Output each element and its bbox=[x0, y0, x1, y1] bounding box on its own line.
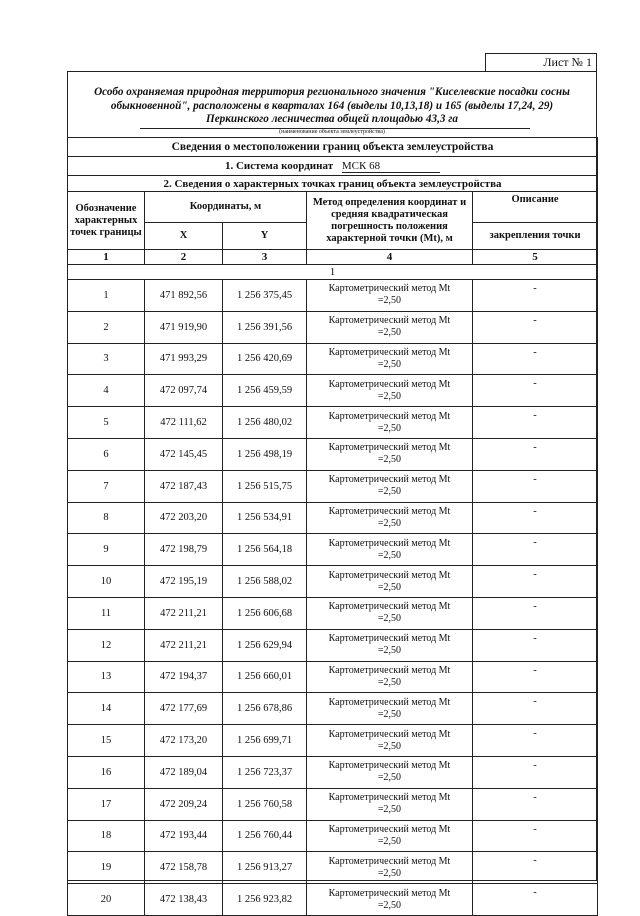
point-y: 1 256 678,86 bbox=[223, 693, 307, 725]
col-header-method: Метод определения координат и средняя квадратическая погрешность положения характерной точки (Mt), м bbox=[307, 192, 473, 250]
method-error: =2,50 bbox=[377, 645, 402, 657]
point-x: 472 195,19 bbox=[145, 566, 223, 598]
point-y: 1 256 588,02 bbox=[223, 566, 307, 598]
point-number: 15 bbox=[68, 725, 145, 757]
point-description: - bbox=[473, 852, 598, 884]
point-description: - bbox=[473, 502, 598, 534]
boundary-points-table bbox=[67, 137, 598, 916]
point-x: 472 111,62 bbox=[145, 407, 223, 439]
point-x: 472 203,20 bbox=[145, 502, 223, 534]
method-text: Картометрический метод Mt bbox=[328, 823, 451, 835]
method-text: Картометрический метод Mt bbox=[328, 855, 451, 867]
point-x: 472 194,37 bbox=[145, 661, 223, 693]
method-text: Картометрический метод Mt bbox=[328, 601, 451, 613]
method-error: =2,50 bbox=[377, 676, 402, 688]
method-error: =2,50 bbox=[377, 517, 402, 529]
point-y: 1 256 420,69 bbox=[223, 343, 307, 375]
point-number: 13 bbox=[68, 661, 145, 693]
point-description: - bbox=[473, 661, 598, 693]
title-line-1: Особо охраняемая природная территория регионального значения "Киселевские посадки сосны bbox=[94, 86, 570, 98]
method-error: =2,50 bbox=[377, 899, 402, 911]
point-number: 9 bbox=[68, 534, 145, 566]
title-hint: (наименование объекта землеустройства) bbox=[279, 129, 385, 135]
method-text: Картометрический метод Mt bbox=[328, 728, 451, 740]
method-text: Картометрический метод Mt bbox=[328, 346, 451, 358]
point-description: - bbox=[473, 280, 598, 312]
table-row bbox=[68, 470, 598, 502]
point-number: 20 bbox=[68, 884, 145, 916]
method-text: Картометрический метод Mt bbox=[328, 283, 451, 295]
coord-system-value: МСК 68 bbox=[342, 160, 440, 173]
point-number: 14 bbox=[68, 693, 145, 725]
point-number: 12 bbox=[68, 629, 145, 661]
point-y: 1 256 760,58 bbox=[223, 788, 307, 820]
table-row bbox=[68, 852, 598, 884]
point-method bbox=[307, 470, 473, 502]
point-y: 1 256 923,82 bbox=[223, 884, 307, 916]
point-method bbox=[307, 629, 473, 661]
method-error: =2,50 bbox=[377, 708, 402, 720]
point-method bbox=[307, 693, 473, 725]
table-row bbox=[68, 343, 598, 375]
point-description: - bbox=[473, 566, 598, 598]
point-x: 471 919,90 bbox=[145, 311, 223, 343]
point-rows bbox=[68, 280, 598, 916]
point-y: 1 256 629,94 bbox=[223, 629, 307, 661]
method-text: Картометрический метод Mt bbox=[328, 760, 451, 772]
point-number: 6 bbox=[68, 438, 145, 470]
point-description: - bbox=[473, 438, 598, 470]
contour-label: 1 bbox=[68, 265, 598, 280]
col-header-y: Y bbox=[223, 223, 307, 250]
table-row bbox=[68, 375, 598, 407]
point-y: 1 256 564,18 bbox=[223, 534, 307, 566]
method-text: Картометрический метод Mt bbox=[328, 505, 451, 517]
title-line-2: обыкновенной", расположены в кварталах 164 (выделы 10,13,18) и 165 (выделы 17,24, 29) bbox=[110, 99, 554, 112]
point-description: - bbox=[473, 693, 598, 725]
point-y: 1 256 391,56 bbox=[223, 311, 307, 343]
point-x: 472 177,69 bbox=[145, 693, 223, 725]
method-text: Картометрический метод Mt bbox=[328, 442, 451, 454]
point-method bbox=[307, 852, 473, 884]
table-row bbox=[68, 597, 598, 629]
point-method bbox=[307, 502, 473, 534]
table-row bbox=[68, 280, 598, 312]
table-row bbox=[68, 407, 598, 439]
point-number: 16 bbox=[68, 756, 145, 788]
point-y: 1 256 913,27 bbox=[223, 852, 307, 884]
method-error: =2,50 bbox=[377, 390, 402, 402]
col-number-3: 3 bbox=[223, 250, 307, 265]
point-method bbox=[307, 661, 473, 693]
method-error: =2,50 bbox=[377, 835, 402, 847]
point-y: 1 256 459,59 bbox=[223, 375, 307, 407]
method-text: Картометрический метод Mt bbox=[328, 474, 451, 486]
point-y: 1 256 534,91 bbox=[223, 502, 307, 534]
col-header-coords: Координаты, м bbox=[145, 192, 307, 223]
point-method bbox=[307, 534, 473, 566]
point-description: - bbox=[473, 311, 598, 343]
point-number: 1 bbox=[68, 280, 145, 312]
method-error: =2,50 bbox=[377, 867, 402, 879]
point-x: 472 211,21 bbox=[145, 597, 223, 629]
method-error: =2,50 bbox=[377, 613, 402, 625]
point-number: 18 bbox=[68, 820, 145, 852]
coord-system-label: 1. Система координат bbox=[224, 160, 334, 172]
point-y: 1 256 699,71 bbox=[223, 725, 307, 757]
point-method bbox=[307, 566, 473, 598]
point-method bbox=[307, 375, 473, 407]
point-description: - bbox=[473, 597, 598, 629]
point-y: 1 256 760,44 bbox=[223, 820, 307, 852]
method-text: Картометрический метод Mt bbox=[328, 633, 451, 645]
table-row bbox=[68, 534, 598, 566]
method-error: =2,50 bbox=[377, 327, 402, 339]
point-number: 10 bbox=[68, 566, 145, 598]
point-method bbox=[307, 438, 473, 470]
point-x: 472 097,74 bbox=[145, 375, 223, 407]
point-x: 472 173,20 bbox=[145, 725, 223, 757]
point-description: - bbox=[473, 725, 598, 757]
table-row bbox=[68, 788, 598, 820]
point-number: 17 bbox=[68, 788, 145, 820]
col-header-desc-top: Описание bbox=[473, 192, 598, 223]
section2-heading: 2. Сведения о характерных точках границ объекта землеустройства bbox=[68, 176, 598, 192]
point-number: 4 bbox=[68, 375, 145, 407]
table-row bbox=[68, 629, 598, 661]
point-x: 472 193,44 bbox=[145, 820, 223, 852]
method-error: =2,50 bbox=[377, 549, 402, 561]
method-error: =2,50 bbox=[377, 454, 402, 466]
col-header-designation: Обозначение характерных точек границы bbox=[68, 192, 145, 250]
col-number-4: 4 bbox=[307, 250, 473, 265]
point-number: 5 bbox=[68, 407, 145, 439]
col-number-1: 1 bbox=[68, 250, 145, 265]
point-method bbox=[307, 407, 473, 439]
document-title bbox=[67, 86, 597, 127]
point-description: - bbox=[473, 470, 598, 502]
method-text: Картометрический метод Mt bbox=[328, 792, 451, 804]
point-x: 472 189,04 bbox=[145, 756, 223, 788]
point-description: - bbox=[473, 756, 598, 788]
method-text: Картометрический метод Mt bbox=[328, 315, 451, 327]
table-row bbox=[68, 693, 598, 725]
method-error: =2,50 bbox=[377, 358, 402, 370]
point-y: 1 256 723,37 bbox=[223, 756, 307, 788]
point-x: 472 209,24 bbox=[145, 788, 223, 820]
section-heading: Сведения о местоположении границ объекта землеустройства bbox=[68, 138, 598, 157]
method-text: Картометрический метод Mt bbox=[328, 537, 451, 549]
method-error: =2,50 bbox=[377, 581, 402, 593]
point-y: 1 256 375,45 bbox=[223, 280, 307, 312]
point-description: - bbox=[473, 820, 598, 852]
table-row bbox=[68, 884, 598, 916]
title-line-3: Перкинского лесничества общей площадью 43,3 га bbox=[206, 113, 458, 125]
point-description: - bbox=[473, 629, 598, 661]
method-error: =2,50 bbox=[377, 422, 402, 434]
table-row bbox=[68, 438, 598, 470]
point-y: 1 256 606,68 bbox=[223, 597, 307, 629]
point-description: - bbox=[473, 884, 598, 916]
method-error: =2,50 bbox=[377, 295, 402, 307]
col-number-2: 2 bbox=[145, 250, 223, 265]
method-error: =2,50 bbox=[377, 804, 402, 816]
method-text: Картометрический метод Mt bbox=[328, 410, 451, 422]
point-method bbox=[307, 343, 473, 375]
point-y: 1 256 498,19 bbox=[223, 438, 307, 470]
point-x: 472 187,43 bbox=[145, 470, 223, 502]
point-description: - bbox=[473, 343, 598, 375]
point-x: 472 138,43 bbox=[145, 884, 223, 916]
method-error: =2,50 bbox=[377, 772, 402, 784]
table-row bbox=[68, 311, 598, 343]
point-number: 7 bbox=[68, 470, 145, 502]
method-text: Картометрический метод Mt bbox=[328, 569, 451, 581]
point-x: 472 198,79 bbox=[145, 534, 223, 566]
method-text: Картометрический метод Mt bbox=[328, 696, 451, 708]
point-number: 11 bbox=[68, 597, 145, 629]
point-description: - bbox=[473, 407, 598, 439]
point-x: 472 145,45 bbox=[145, 438, 223, 470]
col-number-5: 5 bbox=[473, 250, 598, 265]
table-row bbox=[68, 566, 598, 598]
point-method bbox=[307, 280, 473, 312]
point-method bbox=[307, 311, 473, 343]
point-method bbox=[307, 725, 473, 757]
point-method bbox=[307, 756, 473, 788]
table-row bbox=[68, 756, 598, 788]
method-text: Картометрический метод Mt bbox=[328, 664, 451, 676]
point-y: 1 256 480,02 bbox=[223, 407, 307, 439]
point-y: 1 256 515,75 bbox=[223, 470, 307, 502]
point-number: 2 bbox=[68, 311, 145, 343]
method-text: Картометрический метод Mt bbox=[328, 887, 451, 899]
sheet-number-label: Лист № 1 bbox=[485, 53, 597, 71]
point-method bbox=[307, 788, 473, 820]
table-row bbox=[68, 725, 598, 757]
point-number: 19 bbox=[68, 852, 145, 884]
point-description: - bbox=[473, 788, 598, 820]
col-header-desc-bottom: закрепления точки bbox=[473, 223, 598, 250]
method-error: =2,50 bbox=[377, 740, 402, 752]
method-text: Картометрический метод Mt bbox=[328, 378, 451, 390]
coord-system-row bbox=[68, 157, 598, 176]
table-row bbox=[68, 661, 598, 693]
point-x: 471 993,29 bbox=[145, 343, 223, 375]
point-x: 471 892,56 bbox=[145, 280, 223, 312]
table-row bbox=[68, 502, 598, 534]
point-y: 1 256 660,01 bbox=[223, 661, 307, 693]
point-number: 8 bbox=[68, 502, 145, 534]
point-number: 3 bbox=[68, 343, 145, 375]
table-row bbox=[68, 820, 598, 852]
point-description: - bbox=[473, 375, 598, 407]
point-method bbox=[307, 884, 473, 916]
method-error: =2,50 bbox=[377, 486, 402, 498]
point-method bbox=[307, 597, 473, 629]
point-description: - bbox=[473, 534, 598, 566]
point-x: 472 211,21 bbox=[145, 629, 223, 661]
point-x: 472 158,78 bbox=[145, 852, 223, 884]
point-method bbox=[307, 820, 473, 852]
col-header-x: X bbox=[145, 223, 223, 250]
